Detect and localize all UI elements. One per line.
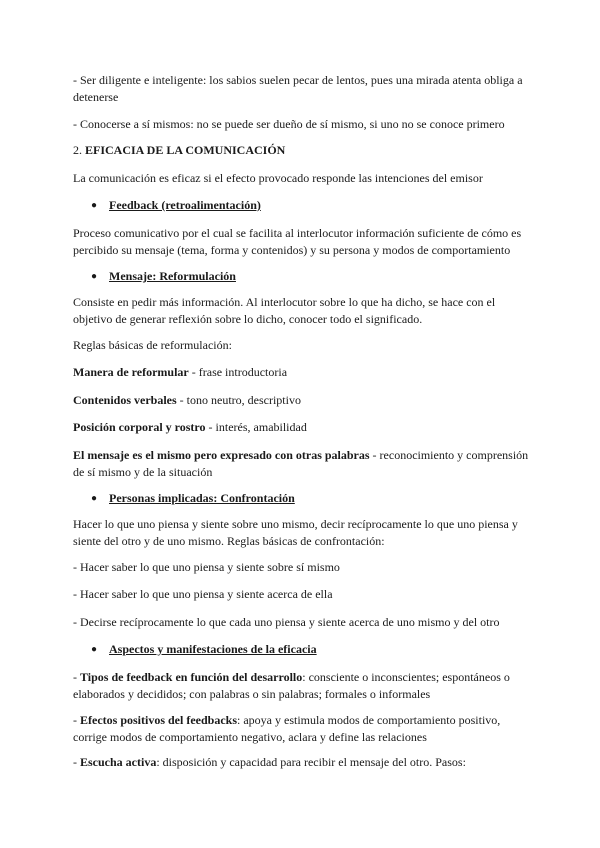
bullet-dot-icon: ● (91, 644, 98, 655)
confrontacion-item: - Hacer saber lo que uno piensa y siente acerca de ella (73, 587, 333, 601)
aspecto-prefix: - (73, 713, 80, 727)
regla-term: Posición corporal y rostro (73, 420, 206, 434)
regla-item (73, 392, 533, 409)
bullet-feedback-label: Feedback (retroalimentación) (109, 198, 261, 212)
aspecto-item (73, 754, 533, 771)
aspecto-item (73, 669, 533, 703)
aspecto-prefix: - (73, 670, 80, 684)
section-number: 2. (73, 143, 85, 157)
bullet-personas-label: Personas implicadas: Confrontación (109, 491, 295, 505)
bullet-dot-icon: ● (91, 271, 98, 282)
regla-term: Contenidos verbales (73, 393, 177, 407)
aspecto-term: Tipos de feedback en función del desarrollo (80, 670, 303, 684)
confrontacion-item: - Hacer saber lo que uno piensa y siente sobre sí mismo (73, 560, 340, 574)
bullet-dot-icon: ● (91, 493, 98, 504)
feedback-text: Proceso comunicativo por el cual se facilita al interlocutor información suficiente de cómo es percibido su mensaje (tema, forma y contenidos) y su persona y modos de comportamiento (73, 226, 522, 257)
regla-item (73, 447, 533, 481)
regla-desc: - tono neutro, descriptivo (176, 393, 301, 407)
regla-desc: - reconocimiento y comprensión de sí mismo y de la situación (73, 448, 529, 479)
aspecto-term: Efectos positivos del feedbacks (80, 713, 237, 727)
aspecto-desc: : disposición y capacidad para recibir el mensaje del otro. Pasos: (156, 755, 466, 769)
aspecto-desc: : consciente o inconscientes; espontáneos o elaborados y decididos; con palabras o sin palabras; formales o informales (73, 670, 510, 701)
section-title: EFICACIA DE LA COMUNICACIÓN (85, 143, 286, 157)
aspecto-term: Escucha activa (80, 755, 157, 769)
bullet-dot-icon: ● (91, 200, 98, 211)
regla-desc: - interés, amabilidad (205, 420, 307, 434)
section-heading (73, 142, 533, 159)
bullet-mensaje-label: Mensaje: Reformulación (109, 269, 236, 283)
regla-term: El mensaje es el mismo pero expresado con otras palabras (73, 448, 370, 462)
bullet-aspectos-label: Aspectos y manifestaciones de la eficacia (109, 642, 317, 656)
regla-term: Manera de reformular (73, 365, 189, 379)
regla-item (73, 419, 533, 436)
section-intro: La comunicación es eficaz si el efecto provocado responde las intenciones del emisor (73, 171, 483, 185)
aspecto-item (73, 712, 533, 746)
regla-desc: - frase introductoria (188, 365, 288, 379)
confrontacion-item: - Decirse recíprocamente lo que cada uno piensa y siente acerca de uno mismo y del otro (73, 615, 500, 629)
regla-item (73, 364, 533, 381)
intro-item-1: - Ser diligente e inteligente: los sabios suelen pecar de lentos, pues una mirada atenta obliga a detenerse (73, 73, 523, 104)
aspecto-prefix: - (73, 755, 80, 769)
reformulacion-text: Consiste en pedir más información. Al interlocutor sobre lo que ha dicho, se hace con el objetivo de generar reflexión sobre lo dicho, conocer todo el significado. (73, 295, 496, 326)
confrontacion-text: Hacer lo que uno piensa y siente sobre uno mismo, decir recíprocamente lo que uno piensa y siente del otro y de uno mismo. Reglas básicas de confrontación: (73, 517, 518, 548)
aspecto-desc: : apoya y estimula modos de comportamiento positivo, corrige modos de comportamiento negativo, aclara y define las relaciones (73, 713, 501, 744)
intro-item-2: - Conocerse a sí mismos: no se puede ser dueño de sí mismo, si uno no se conoce primero (73, 117, 505, 131)
reglas-title: Reglas básicas de reformulación: (73, 338, 232, 352)
